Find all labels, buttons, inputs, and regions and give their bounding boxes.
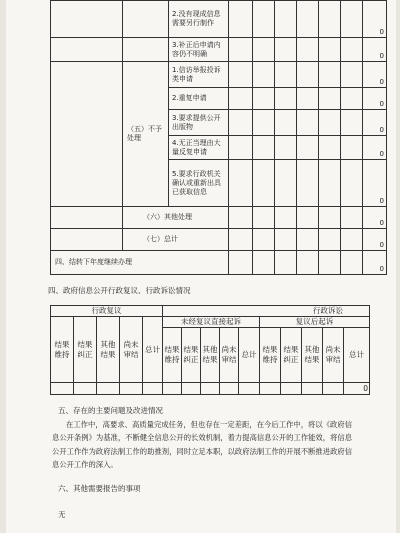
section5-title: 五、存在的主要问题及改进情况 <box>58 406 163 415</box>
direct-col-maintain: 结果维持 <box>163 328 182 383</box>
review-litigation-table <box>50 305 370 395</box>
row-value: 0 <box>363 160 387 207</box>
table-row <box>51 1 387 38</box>
review-col-pending: 尚未审结 <box>120 317 143 383</box>
direct-col-other: 其他结果 <box>201 328 220 383</box>
section6-title: 六、其他需要报告的事项 <box>58 484 141 493</box>
review-col-other: 其他结果 <box>97 317 120 383</box>
row-value: 0 <box>363 1 387 38</box>
direct-col-pending: 尚未审结 <box>220 328 239 383</box>
direct-col-correct: 结果纠正 <box>182 328 201 383</box>
review-col-maintain: 结果维持 <box>51 317 74 383</box>
row-label: 3.要求提供公开出版物 <box>169 110 229 136</box>
row-value: 0 <box>363 251 387 275</box>
row-value: 0 <box>363 110 387 136</box>
row-label: 4.无正当理由大量反复申请 <box>169 136 229 160</box>
subtotal-label: （七）总计 <box>123 229 229 251</box>
table-row <box>51 251 387 275</box>
after-col-pending: 尚未审结 <box>323 328 344 383</box>
table-row <box>51 207 387 229</box>
section-review-title: 四、政府信息公开行政复议、行政诉讼情况 <box>48 286 191 295</box>
document-page <box>6 0 396 533</box>
direct-col-total: 总计 <box>239 328 260 383</box>
row-value: 0 <box>363 88 387 110</box>
row-label: 1.信访举报投诉类申请 <box>169 62 229 88</box>
after-col-correct: 结果纠正 <box>281 328 302 383</box>
after-col-other: 其他结果 <box>302 328 323 383</box>
row-label: 2.没有现成信息需要另行制作 <box>169 1 229 38</box>
row-label: 5.要求行政机关确认或重新出具已获取信息 <box>169 160 229 207</box>
total-value: 0 <box>344 383 370 395</box>
row-value: 0 <box>363 62 387 88</box>
table-row <box>51 62 387 88</box>
table-row <box>51 229 387 251</box>
admin-litigation-header: 行政诉讼 <box>163 306 370 317</box>
carry-over-label: 四、结转下年度继续办理 <box>51 251 229 275</box>
after-review-header: 复议后起诉 <box>260 317 370 328</box>
row-value: 0 <box>363 207 387 229</box>
admin-review-header: 行政复议 <box>51 306 163 317</box>
table-row <box>51 383 370 395</box>
table-row <box>51 38 387 62</box>
row-label: 2.重复申请 <box>169 88 229 110</box>
row-label: 3.补正后申请内容仍不明确 <box>169 38 229 62</box>
section5-body: 在工作中，高要求、高质量完成任务，但也存在一定差距，在今后工作中，将以《政府信息公开条例》为基准，不断健全信息公开的长效机制，着力提高信息公开的工作能效，将信息公开工作作为政府法制工作的助推剂，同时立足本职，以政府法制工作的开展不断推进政府信息公开工作的深入。 <box>52 420 352 469</box>
review-col-total: 总计 <box>143 317 163 383</box>
category-no-processing: （五）不予处理 <box>123 62 169 207</box>
row-value: 0 <box>363 38 387 62</box>
after-col-total: 总计 <box>344 328 370 383</box>
direct-suit-header: 未经复议直接起诉 <box>163 317 260 328</box>
review-col-correct: 结果纠正 <box>74 317 97 383</box>
row-value: 0 <box>363 229 387 251</box>
after-col-maintain: 结果维持 <box>260 328 281 383</box>
other-processing-label: （六）其他处理 <box>123 207 229 229</box>
disposal-table <box>50 0 387 275</box>
section6-body: 无 <box>58 510 66 519</box>
row-value: 0 <box>363 136 387 160</box>
